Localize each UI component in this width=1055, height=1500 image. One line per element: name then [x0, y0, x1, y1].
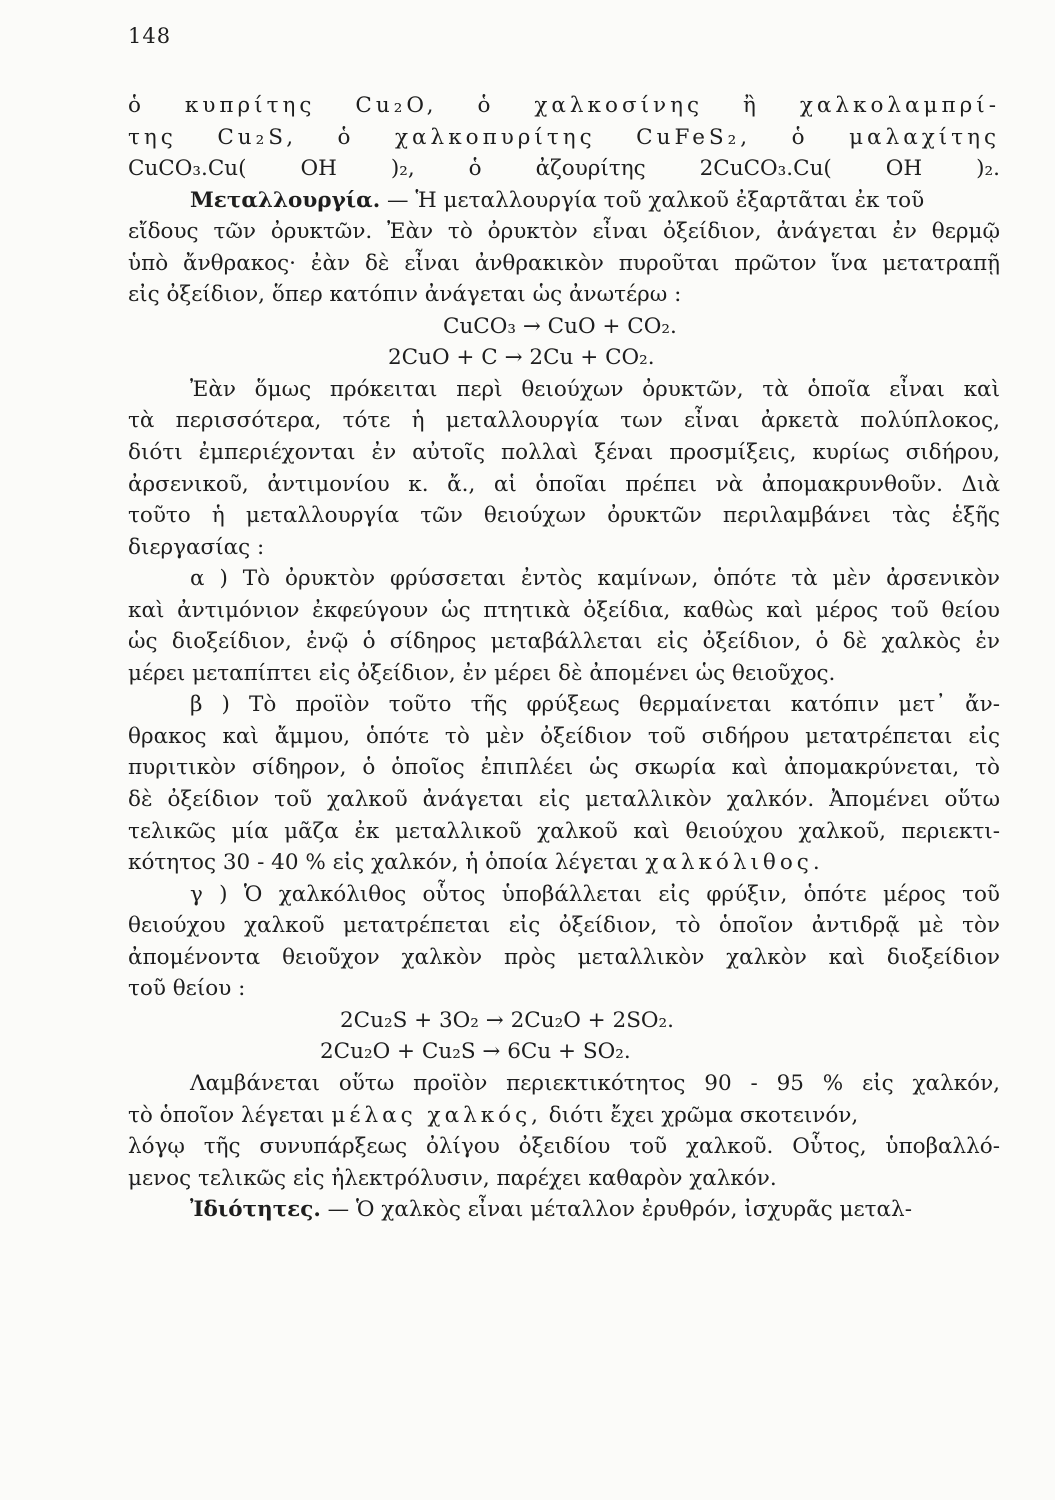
text-line: καὶ ἀντιμόνιον ἐκφεύγουν ὡς πτητικὰ ὀξείδια, καθὼς καὶ μέρος τοῦ θείου [128, 597, 1000, 623]
text-line: τὰ περισσότερα, τότε ἡ μεταλλουργία των εἶναι ἀρκετὰ πολύπλοκος, [128, 408, 1000, 434]
section-heading-line [128, 185, 1000, 217]
text-line: θειούχου χαλκοῦ μετατρέπεται εἰς ὀξείδιον, τὸ ὁποῖον ἀντιδρᾷ μὲ τὸν [128, 913, 1000, 939]
chemical-equation: 2CuO + C → 2Cu + CO₂. [388, 345, 655, 371]
chemical-equation: 2Cu₂S + 3O₂ → 2Cu₂O + 2SO₂. [340, 1007, 675, 1033]
text-line: γ ) Ὁ χαλκόλιθος οὗτος ὑποβάλλεται εἰς φρύξιν, ὁπότε μέρος τοῦ [190, 881, 1000, 907]
text-span: διότι ἔχει χρῶμα σκοτεινόν, [541, 1102, 859, 1128]
text-span: — Ἡ μεταλλουργία τοῦ χαλκοῦ ἐξαρτᾶται ἐκ τοῦ [380, 187, 925, 213]
text-line: Ἐὰν ὅμως πρόκειται περὶ θειούχων ὀρυκτῶν, τὰ ὁποῖα εἶναι καὶ [190, 376, 1000, 402]
page-body [128, 90, 1000, 1226]
text-line: εἰς ὀξείδιον, ὅπερ κατόπιν ἀνάγεται ὡς ἀνωτέρω : [128, 282, 682, 308]
text-line: ὡς διοξείδιον, ἐνῷ ὁ σίδηρος μεταβάλλεται εἰς ὀξείδιον, ὁ δὲ χαλκὸς ἐν [128, 629, 1000, 655]
spaced-term: μέλας χαλκός, [331, 1102, 542, 1128]
text-line: εἴδους τῶν ὀρυκτῶν. Ἐὰν τὸ ὀρυκτὸν εἶναι ὀξείδιον, ἀνάγεται ἐν θερμῷ [128, 219, 1000, 245]
text-line: πυριτικὸν σίδηρον, ὁ ὁποῖος ἐπιπλέει ὡς σκωρία καὶ ἀπομακρύνεται, τὸ [128, 755, 1000, 781]
text-line [128, 1100, 1000, 1132]
section-heading-properties: Ἰδιότητες. [190, 1197, 321, 1223]
text-line: ὑπὸ ἄνθρακος· ἐὰν δὲ εἶναι ἀνθρακικὸν πυροῦται πρῶτον ἵνα μετατραπῇ [128, 250, 1000, 276]
text-line: θρακος καὶ ἄμμου, ὁπότε τὸ μὲν ὀξείδιον τοῦ σιδήρου μετατρέπεται εἰς [128, 723, 1000, 749]
text-line [128, 847, 1000, 879]
section-heading-line [128, 1194, 1000, 1226]
text-line: τοῦτο ἡ μεταλλουργία τῶν θειούχων ὀρυκτῶν περιλαμβάνει τὰς ἑξῆς [128, 503, 1000, 529]
text-line: ἀπομένοντα θειοῦχον χαλκὸν πρὸς μεταλλικὸν χαλκὸν καὶ διοξείδιον [128, 944, 1000, 970]
text-line: δὲ ὀξείδιον τοῦ χαλκοῦ ἀνάγεται εἰς μεταλλικὸν χαλκόν. Ἀπομένει οὕτω [128, 787, 1000, 813]
text-span: τὸ ὁποῖον λέγεται [128, 1102, 332, 1128]
text-line: α ) Τὸ ὀρυκτὸν φρύσσεται ἐντὸς καμίνων, ὁπότε τὰ μὲν ἀρσενικὸν [190, 566, 1000, 592]
text-line: Λαμβάνεται οὕτω προϊὸν περιεκτικότητος 90 - 95 % εἰς χαλκόν, [190, 1070, 1000, 1096]
spaced-term: χαλκόλιθος. [645, 850, 824, 876]
text-line: ὁ κυπρίτης Cu₂O, ὁ χαλκοσίνης ἢ χαλκολαμπρί- [128, 93, 1000, 118]
text-line: της Cu₂S, ὁ χαλκοπυρίτης CuFeS₂, ὁ μαλαχίτης [128, 124, 1000, 150]
text-line: λόγῳ τῆς συνυπάρξεως ὀλίγου ὀξειδίου τοῦ χαλκοῦ. Οὗτος, ὑποβαλλό- [128, 1134, 1000, 1160]
text-line: μέρει μεταπίπτει εἰς ὀξείδιον, ἐν μέρει δὲ ἀπομένει ὡς θειοῦχος. [128, 660, 836, 686]
text-line: διεργασίας : [128, 534, 265, 560]
text-line: β ) Τὸ προϊὸν τοῦτο τῆς φρύξεως θερμαίνεται κατόπιν μετ᾽ ἄν- [190, 692, 1000, 718]
chemical-equation: CuCO₃ → CuO + CO₂. [443, 313, 677, 339]
chemical-equation: 2Cu₂O + Cu₂S → 6Cu + SO₂. [320, 1039, 631, 1065]
text-line: τοῦ θείου : [128, 976, 246, 1002]
text-line: ἀρσενικοῦ, ἀντιμονίου κ. ἄ., αἱ ὁποῖαι πρέπει νὰ ἀπομακρυνθοῦν. Διὰ [128, 471, 1000, 497]
text-line: CuCO₃.Cu( OH )₂, ὁ ἀζουρίτης 2CuCO₃.Cu( OH )₂. [128, 156, 1000, 182]
section-heading-metallurgy: Μεταλλουργία. [190, 187, 381, 213]
text-line: τελικῶς μία μᾶζα ἐκ μεταλλικοῦ χαλκοῦ καὶ θειούχου χαλκοῦ, περιεκτι- [128, 818, 1000, 844]
text-span: — Ὁ χαλκὸς εἶναι μέταλλον ἐρυθρόν, ἰσχυρᾶς μεταλ- [320, 1197, 912, 1223]
page-number: 148 [128, 24, 172, 48]
text-line: μενος τελικῶς εἰς ἠλεκτρόλυσιν, παρέχει καθαρὸν χαλκόν. [128, 1165, 777, 1191]
text-span: κότητος 30 - 40 % εἰς χαλκόν, ἡ ὁποία λέγεται [128, 850, 646, 876]
text-line: διότι ἐμπεριέχονται ἐν αὐτοῖς πολλαὶ ξέναι προσμίξεις, κυρίως σιδήρου, [128, 440, 1000, 466]
